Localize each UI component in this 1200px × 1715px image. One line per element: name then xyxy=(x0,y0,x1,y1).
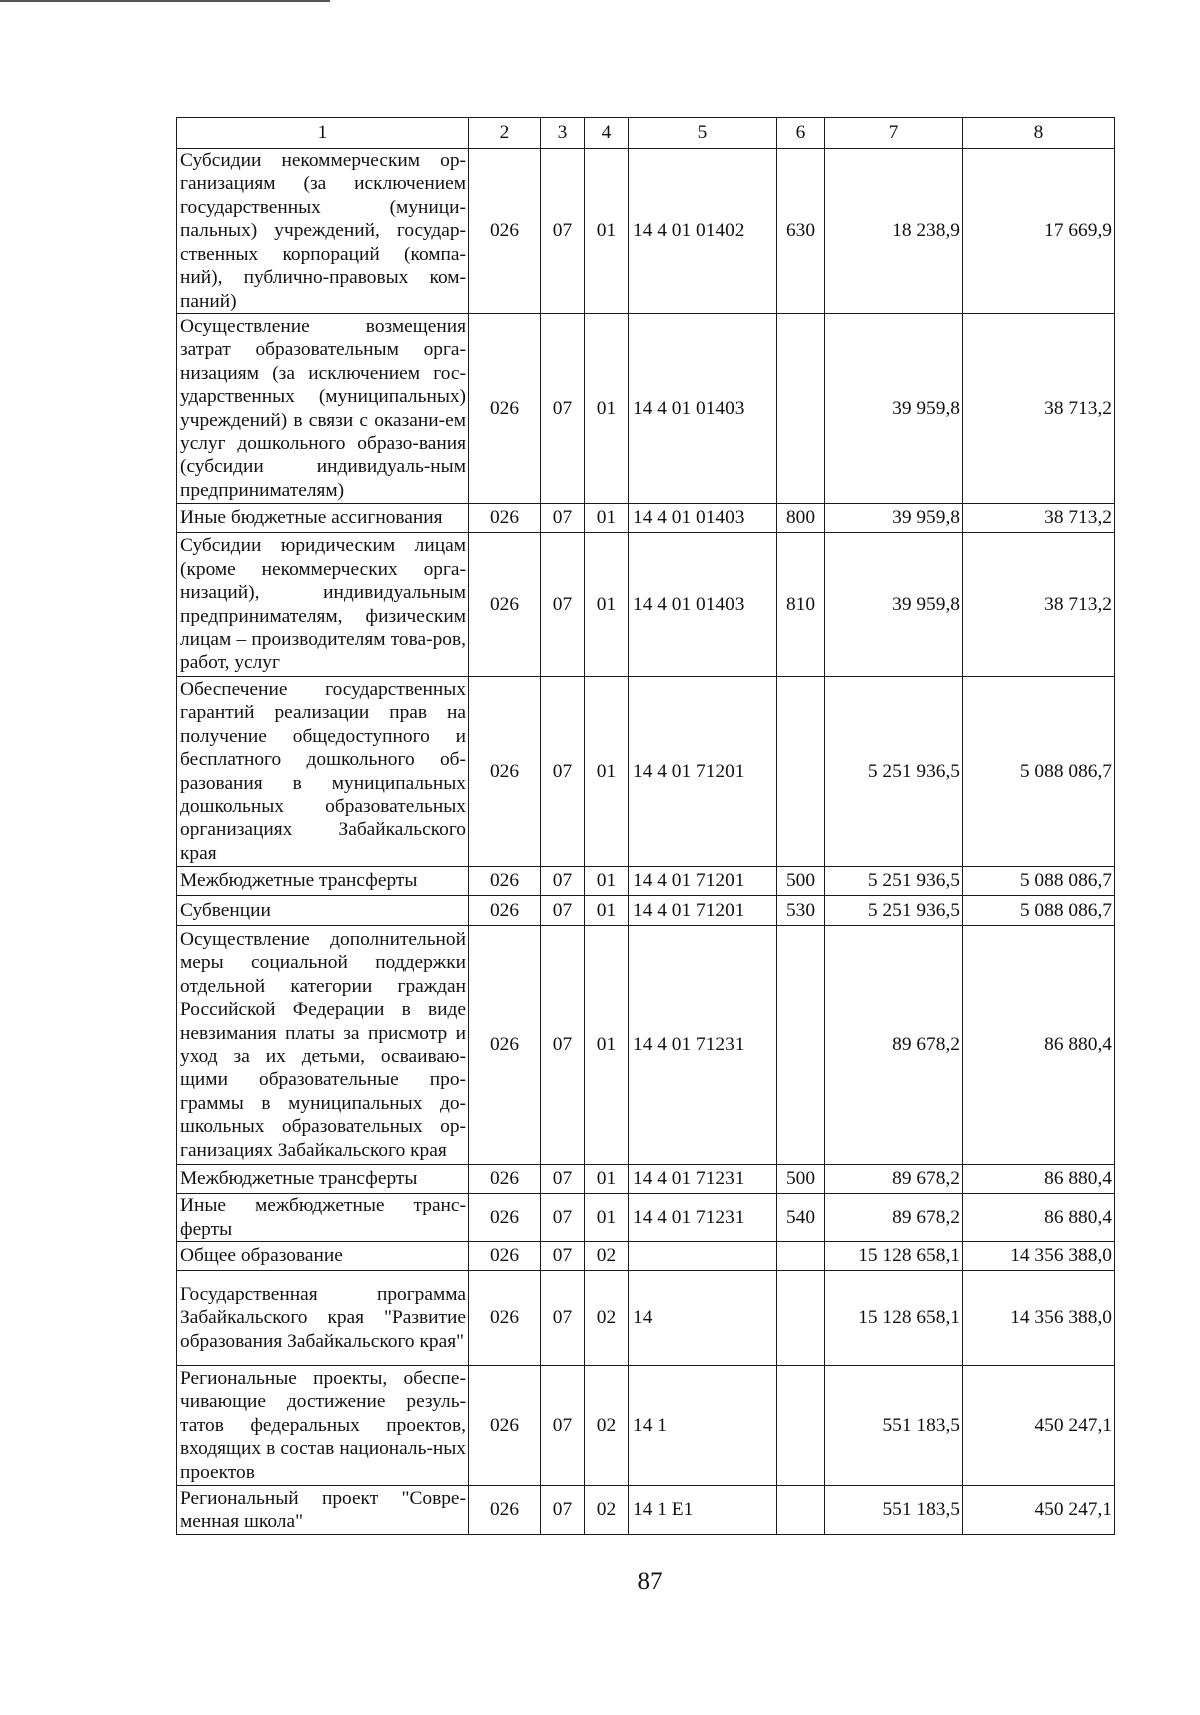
row-subsection-code: 01 xyxy=(585,533,629,677)
row-amount-col7: 5 251 936,5 xyxy=(825,677,963,867)
row-amount-col7: 89 678,2 xyxy=(825,1194,963,1242)
row-expense-type xyxy=(777,1366,825,1486)
column-header-4: 4 xyxy=(585,118,629,149)
row-section-code: 07 xyxy=(541,504,585,533)
table-row xyxy=(177,896,1115,926)
table-row xyxy=(177,1366,1115,1486)
row-amount-col8: 86 880,4 xyxy=(963,1194,1115,1242)
row-amount-col8: 38 713,2 xyxy=(963,314,1115,504)
row-subsection-code: 01 xyxy=(585,867,629,896)
row-target-article: 14 xyxy=(629,1271,777,1366)
row-amount-col8: 38 713,2 xyxy=(963,533,1115,677)
row-amount-col7: 551 183,5 xyxy=(825,1366,963,1486)
row-amount-col7: 5 251 936,5 xyxy=(825,896,963,926)
row-name: Межбюджетные трансферты xyxy=(177,1165,469,1194)
row-subsection-code: 02 xyxy=(585,1486,629,1535)
table-row xyxy=(177,1486,1115,1535)
row-amount-col7: 39 959,8 xyxy=(825,533,963,677)
column-header-1: 1 xyxy=(177,118,469,149)
row-section-code: 07 xyxy=(541,533,585,677)
row-expense-type xyxy=(777,1271,825,1366)
row-name: Региональные проекты, обеспе-чивающие достижение резуль-татов федеральных проектов, входящих в состав националь-ных проектов xyxy=(177,1366,469,1486)
row-section-code: 07 xyxy=(541,149,585,314)
row-amount-col8: 86 880,4 xyxy=(963,1165,1115,1194)
column-header-6: 6 xyxy=(777,118,825,149)
row-subsection-code: 01 xyxy=(585,926,629,1165)
row-expense-type xyxy=(777,1242,825,1271)
row-name: Осуществление дополнительной меры социальной поддержки отдельной категории граждан Российской Федерации в виде невзимания платы за присмотр и уход за их детьми, осваиваю-щими образовательные про-граммы в муниципальных до-школьных образовательных ор-ганизациях Забайкальского края xyxy=(177,926,469,1165)
row-amount-col8: 5 088 086,7 xyxy=(963,867,1115,896)
row-ministry-code: 026 xyxy=(469,149,541,314)
row-ministry-code: 026 xyxy=(469,1165,541,1194)
row-amount-col8: 14 356 388,0 xyxy=(963,1242,1115,1271)
row-subsection-code: 01 xyxy=(585,677,629,867)
row-section-code: 07 xyxy=(541,896,585,926)
row-section-code: 07 xyxy=(541,1242,585,1271)
row-ministry-code: 026 xyxy=(469,1366,541,1486)
row-ministry-code: 026 xyxy=(469,1271,541,1366)
row-amount-col7: 89 678,2 xyxy=(825,926,963,1165)
row-expense-type xyxy=(777,926,825,1165)
row-amount-col7: 18 238,9 xyxy=(825,149,963,314)
row-ministry-code: 026 xyxy=(469,926,541,1165)
row-expense-type: 500 xyxy=(777,867,825,896)
row-ministry-code: 026 xyxy=(469,1194,541,1242)
row-amount-col7: 5 251 936,5 xyxy=(825,867,963,896)
row-subsection-code: 02 xyxy=(585,1271,629,1366)
row-ministry-code: 026 xyxy=(469,1486,541,1535)
row-subsection-code: 02 xyxy=(585,1366,629,1486)
row-target-article: 14 4 01 71231 xyxy=(629,1194,777,1242)
row-target-article: 14 4 01 71201 xyxy=(629,896,777,926)
row-section-code: 07 xyxy=(541,867,585,896)
row-amount-col8: 17 669,9 xyxy=(963,149,1115,314)
table-row xyxy=(177,926,1115,1165)
table-row xyxy=(177,677,1115,867)
row-target-article: 14 4 01 01403 xyxy=(629,533,777,677)
row-name: Иные межбюджетные транс-ферты xyxy=(177,1194,469,1242)
row-amount-col8: 38 713,2 xyxy=(963,504,1115,533)
row-expense-type xyxy=(777,314,825,504)
row-ministry-code: 026 xyxy=(469,867,541,896)
row-name: Иные бюджетные ассигнования xyxy=(177,504,469,533)
row-ministry-code: 026 xyxy=(469,504,541,533)
row-amount-col8: 450 247,1 xyxy=(963,1366,1115,1486)
row-amount-col8: 14 356 388,0 xyxy=(963,1271,1115,1366)
row-expense-type: 800 xyxy=(777,504,825,533)
row-amount-col8: 450 247,1 xyxy=(963,1486,1115,1535)
row-section-code: 07 xyxy=(541,314,585,504)
row-expense-type: 500 xyxy=(777,1165,825,1194)
row-section-code: 07 xyxy=(541,1165,585,1194)
row-expense-type: 630 xyxy=(777,149,825,314)
column-header-3: 3 xyxy=(541,118,585,149)
row-subsection-code: 01 xyxy=(585,504,629,533)
row-amount-col8: 5 088 086,7 xyxy=(963,896,1115,926)
table-row xyxy=(177,1271,1115,1366)
table-row xyxy=(177,1194,1115,1242)
row-section-code: 07 xyxy=(541,1271,585,1366)
row-name: Осуществление возмещения затрат образовательным орга-низациям (за исключением гос-ударственных (муниципальных) учреждений) в связи с оказани-ем услуг дошкольного образо-вания (субсидии индивидуаль-ным предпринимателям) xyxy=(177,314,469,504)
row-ministry-code: 026 xyxy=(469,896,541,926)
row-section-code: 07 xyxy=(541,1366,585,1486)
row-expense-type xyxy=(777,677,825,867)
row-name: Межбюджетные трансферты xyxy=(177,867,469,896)
row-target-article: 14 1 xyxy=(629,1366,777,1486)
table-header-row xyxy=(177,118,1115,149)
row-subsection-code: 01 xyxy=(585,1165,629,1194)
row-expense-type: 530 xyxy=(777,896,825,926)
row-subsection-code: 02 xyxy=(585,1242,629,1271)
column-header-8: 8 xyxy=(963,118,1115,149)
row-ministry-code: 026 xyxy=(469,314,541,504)
table-row xyxy=(177,533,1115,677)
row-amount-col7: 551 183,5 xyxy=(825,1486,963,1535)
row-amount-col7: 39 959,8 xyxy=(825,314,963,504)
row-target-article: 14 4 01 01403 xyxy=(629,504,777,533)
row-name: Общее образование xyxy=(177,1242,469,1271)
row-amount-col7: 15 128 658,1 xyxy=(825,1271,963,1366)
row-expense-type: 540 xyxy=(777,1194,825,1242)
table-row xyxy=(177,504,1115,533)
row-ministry-code: 026 xyxy=(469,533,541,677)
row-amount-col8: 5 088 086,7 xyxy=(963,677,1115,867)
top-edge-rule xyxy=(0,0,330,2)
table-row xyxy=(177,149,1115,314)
row-subsection-code: 01 xyxy=(585,314,629,504)
row-expense-type xyxy=(777,1486,825,1535)
row-name: Субвенции xyxy=(177,896,469,926)
row-name: Субсидии юридическим лицам (кроме некоммерческих орга-низаций), индивидуальным предпринимателям, физическим лицам – производителям това-ров, работ, услуг xyxy=(177,533,469,677)
row-subsection-code: 01 xyxy=(585,149,629,314)
row-expense-type: 810 xyxy=(777,533,825,677)
row-target-article: 14 1 E1 xyxy=(629,1486,777,1535)
row-subsection-code: 01 xyxy=(585,896,629,926)
column-header-7: 7 xyxy=(825,118,963,149)
row-target-article: 14 4 01 71231 xyxy=(629,926,777,1165)
row-target-article: 14 4 01 01403 xyxy=(629,314,777,504)
row-section-code: 07 xyxy=(541,1194,585,1242)
row-amount-col7: 39 959,8 xyxy=(825,504,963,533)
row-target-article: 14 4 01 71231 xyxy=(629,1165,777,1194)
row-amount-col7: 15 128 658,1 xyxy=(825,1242,963,1271)
row-ministry-code: 026 xyxy=(469,1242,541,1271)
column-header-2: 2 xyxy=(469,118,541,149)
row-name: Региональный проект "Совре-менная школа" xyxy=(177,1486,469,1535)
column-header-5: 5 xyxy=(629,118,777,149)
row-amount-col7: 89 678,2 xyxy=(825,1165,963,1194)
row-name: Государственная программа Забайкальского края "Развитие образования Забайкальского края" xyxy=(177,1271,469,1366)
table-row xyxy=(177,1165,1115,1194)
row-target-article xyxy=(629,1242,777,1271)
row-subsection-code: 01 xyxy=(585,1194,629,1242)
row-section-code: 07 xyxy=(541,1486,585,1535)
row-name: Обеспечение государственных гарантий реализации прав на получение общедоступного и бесплатного дошкольного об-разования в муниципальных дошкольных образовательных организациях Забайкальского края xyxy=(177,677,469,867)
row-target-article: 14 4 01 01402 xyxy=(629,149,777,314)
row-target-article: 14 4 01 71201 xyxy=(629,677,777,867)
row-ministry-code: 026 xyxy=(469,677,541,867)
row-amount-col8: 86 880,4 xyxy=(963,926,1115,1165)
table-row xyxy=(177,1242,1115,1271)
table-row xyxy=(177,867,1115,896)
table-row xyxy=(177,314,1115,504)
row-target-article: 14 4 01 71201 xyxy=(629,867,777,896)
row-section-code: 07 xyxy=(541,926,585,1165)
row-name: Субсидии некоммерческим ор-ганизациям (за исключением государственных (муници-пальных) учреждений, государ-ственных корпораций (компа-ний), публично-правовых ком-паний) xyxy=(177,149,469,314)
page-number: 87 xyxy=(637,1568,663,1595)
budget-table xyxy=(176,117,1115,1535)
row-section-code: 07 xyxy=(541,677,585,867)
